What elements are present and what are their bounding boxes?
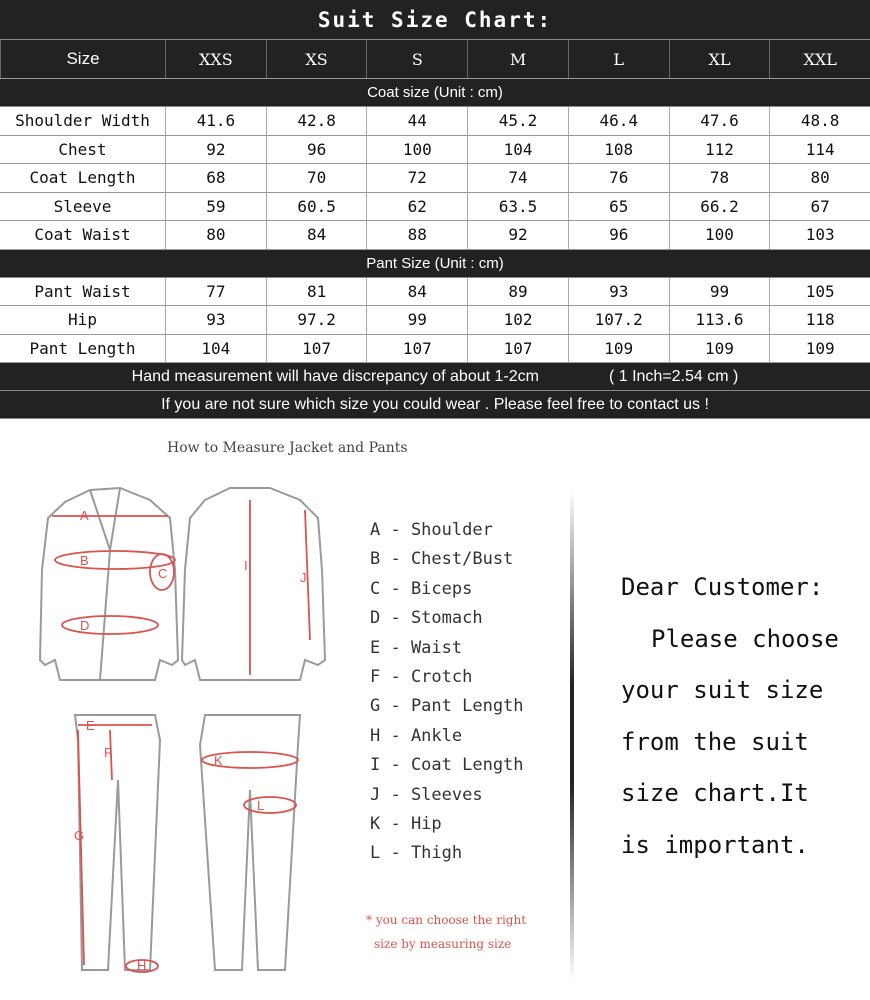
- table-cell: 77: [165, 278, 266, 306]
- table-cell: 96: [266, 136, 367, 164]
- dear-line: your suit size: [621, 676, 824, 704]
- table-cell: 107.2: [568, 306, 669, 334]
- label-i: I: [244, 558, 248, 573]
- size-header-row: [0, 40, 870, 79]
- row-label: Hip: [68, 310, 97, 330]
- table-cell: 84: [266, 221, 367, 249]
- table-cell: 41.6: [165, 107, 266, 135]
- table-cell: 46.4: [568, 107, 669, 135]
- table-cell: 107: [366, 335, 467, 363]
- table-cell: 97.2: [266, 306, 367, 334]
- table-row: [0, 278, 870, 307]
- row-label: Coat Length: [29, 168, 136, 188]
- tip-line-2: size by measuring size: [374, 937, 512, 951]
- row-label: Chest: [58, 139, 107, 159]
- table-cell: 45.2: [467, 107, 568, 135]
- table-cell: 100: [669, 221, 770, 249]
- legend-item: E - Waist: [370, 637, 463, 658]
- table-cell: 108: [568, 136, 669, 164]
- label-b: B: [80, 553, 89, 568]
- table-cell: 80: [769, 164, 870, 192]
- table-cell: 102: [467, 306, 568, 334]
- coat-rows: [0, 107, 870, 250]
- table-cell: 107: [467, 335, 568, 363]
- dear-line: from the suit: [621, 727, 809, 756]
- table-cell: 96: [568, 221, 669, 249]
- table-cell: 118: [769, 306, 870, 334]
- howto-title: How to Measure Jacket and Pants: [167, 440, 408, 456]
- table-cell: 47.6: [669, 107, 770, 135]
- legend-item: D - Stomach: [370, 608, 483, 629]
- table-row: [0, 193, 870, 222]
- table-row: [0, 136, 870, 165]
- table-cell: 70: [266, 164, 367, 192]
- label-a: A: [80, 508, 89, 523]
- table-cell: 109: [568, 335, 669, 363]
- row-label: Shoulder Width: [15, 111, 150, 131]
- table-row: [0, 164, 870, 193]
- row-label: Pant Waist: [34, 281, 131, 301]
- table-cell: 65: [568, 193, 669, 221]
- inch-conversion-note: ( 1 Inch=2.54 cm ): [608, 367, 739, 385]
- label-g: G: [74, 828, 85, 843]
- table-cell: 109: [769, 335, 870, 363]
- table-cell: 105: [769, 278, 870, 306]
- dear-line: Please choose: [651, 624, 839, 653]
- label-c: C: [158, 566, 168, 581]
- table-cell: 92: [467, 221, 568, 249]
- table-cell: 93: [165, 306, 266, 334]
- legend-item: B - Chest/Bust: [370, 549, 514, 570]
- table-row: [0, 107, 870, 136]
- dear-line: size chart.It: [621, 779, 809, 807]
- measurement-legend: [370, 520, 524, 873]
- table-cell: 99: [366, 306, 467, 334]
- table-cell: 63.5: [467, 193, 568, 221]
- table-cell: 81: [266, 278, 367, 306]
- table-cell: 76: [568, 164, 669, 192]
- measuring-tip: [366, 908, 526, 956]
- legend-item: G - Pant Length: [370, 696, 524, 717]
- dear-line: Dear Customer:: [621, 573, 824, 601]
- contact-note: If you are not sure which size you could wear . Please feel free to contact us !: [0, 391, 870, 419]
- table-cell: 80: [165, 221, 266, 249]
- vertical-divider: [570, 490, 574, 980]
- table-cell: 66.2: [669, 193, 770, 221]
- label-d: D: [80, 618, 90, 633]
- table-cell: 103: [769, 221, 870, 249]
- label-l: L: [257, 798, 265, 813]
- coat-section-label: Coat size (Unit : cm): [0, 79, 870, 107]
- legend-item: I - Coat Length: [370, 755, 524, 776]
- legend-item: J - Sleeves: [370, 784, 483, 805]
- dear-line: is important.: [621, 830, 809, 859]
- size-header-xxl: XXL: [769, 40, 870, 78]
- legend-item: K - Hip: [370, 813, 442, 834]
- table-cell: 42.8: [266, 107, 367, 135]
- legend-item: A - Shoulder: [370, 520, 493, 540]
- size-header-l: L: [568, 40, 669, 78]
- table-cell: 59: [165, 193, 266, 221]
- tip-line-1: * you can choose the right: [366, 913, 527, 927]
- size-chart-table: [0, 0, 870, 419]
- table-cell: 92: [165, 136, 266, 164]
- table-cell: 107: [266, 335, 367, 363]
- size-header-xxs: XXS: [165, 40, 266, 78]
- table-cell: 113.6: [669, 306, 770, 334]
- legend-item: F - Crotch: [370, 666, 473, 687]
- table-cell: 104: [467, 136, 568, 164]
- table-cell: 88: [366, 221, 467, 249]
- row-label: Coat Waist: [34, 225, 131, 245]
- size-header-xl: XL: [669, 40, 770, 78]
- label-f: F: [104, 745, 112, 760]
- label-j: J: [300, 570, 307, 585]
- pant-rows: [0, 278, 870, 364]
- table-cell: 74: [467, 164, 568, 192]
- table-cell: 60.5: [266, 193, 367, 221]
- size-header-m: M: [467, 40, 568, 78]
- row-label: Pant Length: [29, 338, 136, 358]
- table-row: [0, 306, 870, 335]
- table-cell: 112: [669, 136, 770, 164]
- chart-title: Suit Size Chart:: [0, 0, 870, 40]
- table-cell: 104: [165, 335, 266, 363]
- table-cell: 99: [669, 278, 770, 306]
- legend-item: H - Ankle: [370, 725, 463, 746]
- table-row: [0, 335, 870, 364]
- dear-customer-message: [621, 562, 839, 871]
- label-e: E: [86, 718, 95, 733]
- table-cell: 62: [366, 193, 467, 221]
- table-cell: 93: [568, 278, 669, 306]
- row-label: Sleeve: [53, 196, 112, 216]
- table-cell: 109: [669, 335, 770, 363]
- table-cell: 84: [366, 278, 467, 306]
- table-cell: 89: [467, 278, 568, 306]
- table-cell: 67: [769, 193, 870, 221]
- label-k: K: [214, 753, 223, 768]
- table-cell: 100: [366, 136, 467, 164]
- table-cell: 114: [769, 136, 870, 164]
- size-header-s: S: [366, 40, 467, 78]
- size-header-label: Size: [0, 40, 165, 78]
- table-cell: 68: [165, 164, 266, 192]
- label-h: H: [137, 958, 147, 973]
- legend-item: C - Biceps: [370, 578, 473, 599]
- table-row: [0, 221, 870, 250]
- table-cell: 78: [669, 164, 770, 192]
- garment-diagram: [0, 470, 360, 990]
- table-cell: 48.8: [769, 107, 870, 135]
- table-cell: 72: [366, 164, 467, 192]
- measurement-note: [0, 363, 870, 391]
- table-cell: 44: [366, 107, 467, 135]
- pant-section-label: Pant Size (Unit : cm): [0, 250, 870, 278]
- size-header-xs: XS: [266, 40, 367, 78]
- legend-item: L - Thigh: [370, 843, 463, 864]
- discrepancy-note: Hand measurement will have discrepancy of about 1-2cm: [131, 367, 539, 385]
